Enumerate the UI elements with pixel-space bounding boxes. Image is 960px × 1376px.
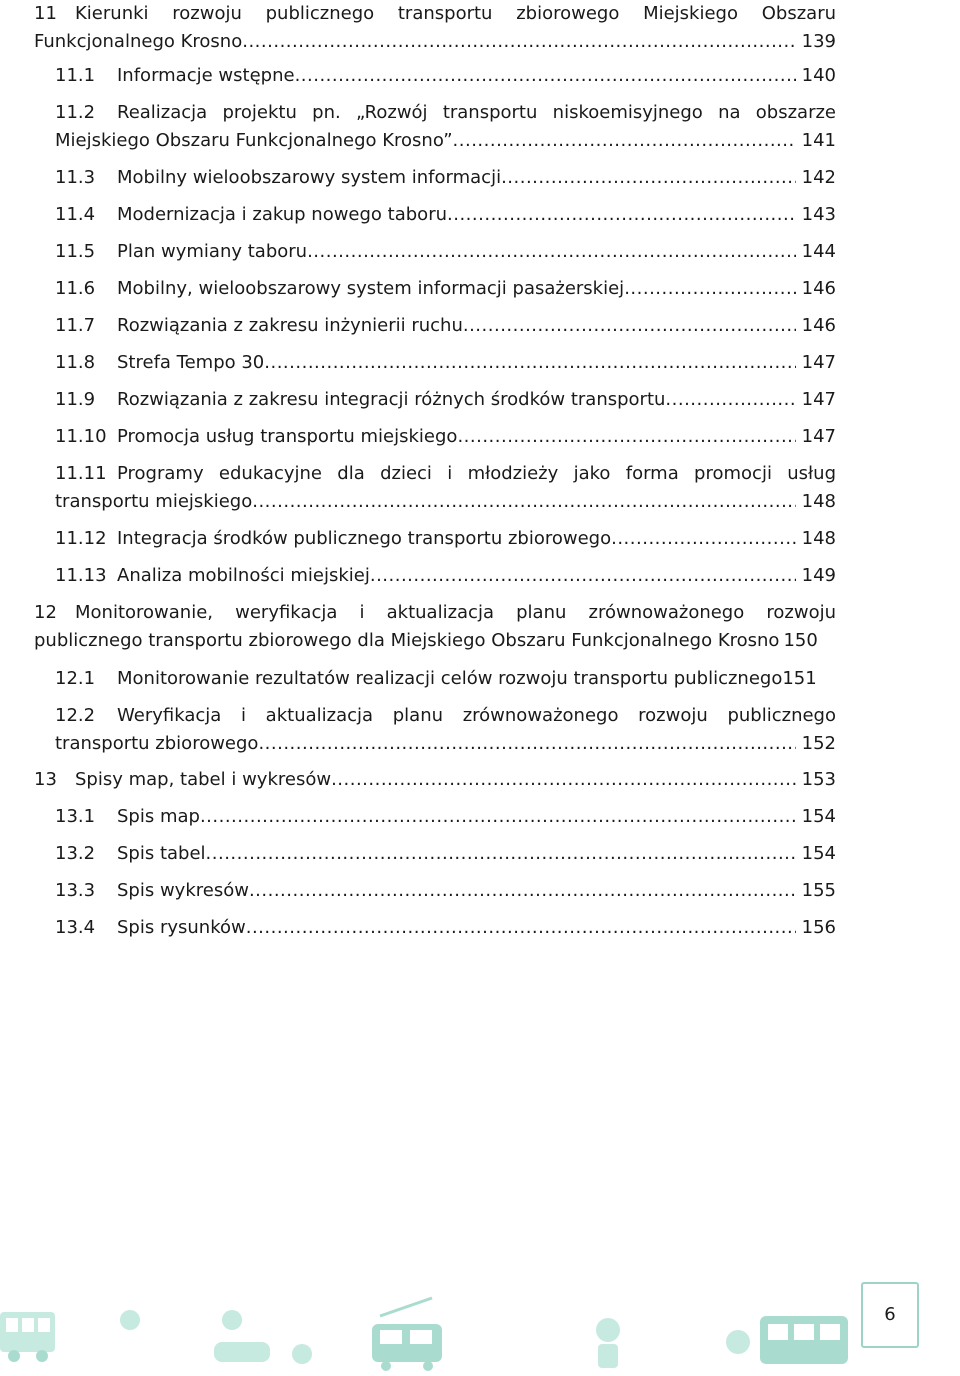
toc-number: 11.9 [55, 389, 96, 410]
toc-entry[interactable] [55, 386, 836, 414]
toc-leader-dots [370, 562, 796, 590]
tram-icon [726, 1316, 848, 1364]
toc-page-number: 155 [801, 880, 836, 901]
bicycle-icon [120, 1310, 140, 1330]
toc-title: Spis wykresów [117, 880, 249, 901]
toc-title-line1: Monitorowanie, weryfikacja i aktualizacja planu zrównoważonego rozwoju [75, 602, 836, 623]
page-number: 6 [861, 1282, 919, 1348]
toc-entry[interactable] [34, 766, 836, 794]
toc-page-number: 148 [801, 491, 836, 512]
toc-number: 11.12 [55, 528, 107, 549]
toc-page-number: 154 [801, 806, 836, 827]
toc-title: Mobilny, wieloobszarowy system informacji pasażerskiej [117, 278, 625, 299]
toc-leader-dots [453, 127, 796, 155]
toc-number: 11.4 [55, 204, 96, 225]
transport-icons-strip [0, 1276, 860, 1376]
toc-leader-dots [200, 803, 796, 831]
toc-leader-dots [611, 525, 796, 553]
toc-page-number: 149 [801, 565, 836, 586]
toc-title: Promocja usług transportu miejskiego [117, 426, 458, 447]
toc-leader-dots [295, 62, 796, 90]
toc-leader-dots [457, 423, 795, 451]
page-footer [0, 1258, 960, 1376]
toc-title-line2: transportu miejskiego [55, 491, 253, 512]
toc-page-number: 146 [801, 278, 836, 299]
toc-entry[interactable] [55, 62, 836, 90]
toc-page-number: 140 [801, 65, 836, 86]
toc-number: 13.1 [55, 806, 96, 827]
toc-entry[interactable] [34, 0, 836, 56]
toc-number: 11.5 [55, 241, 96, 262]
toc-entry[interactable] [55, 275, 836, 303]
toc-leader-dots [246, 914, 796, 942]
toc-number: 12.1 [55, 668, 96, 689]
toc-page-number: 154 [801, 843, 836, 864]
toc-title: Modernizacja i zakup nowego taboru [117, 204, 448, 225]
toc-page-number: 146 [801, 315, 836, 336]
toc-title-line2: Miejskiego Obszaru Funkcjonalnego Krosno” [55, 130, 453, 151]
toc-title: Rozwiązania z zakresu inżynierii ruchu [117, 315, 463, 336]
toc-number: 11.11 [55, 463, 107, 484]
toc-number: 11 [34, 3, 57, 24]
toc-leader-dots [264, 349, 795, 377]
toc-entry[interactable] [55, 562, 836, 590]
toc-title-line2: transportu zbiorowego [55, 733, 259, 754]
toc-page-number: 139 [801, 31, 836, 52]
toc-leader-dots [206, 840, 796, 868]
toc-number: 13 [34, 769, 57, 790]
toc-page-number: 141 [801, 130, 836, 151]
toc-page-number: 142 [801, 167, 836, 188]
toc-entry[interactable] [55, 201, 836, 229]
toc-title: Strefa Tempo 30 [117, 352, 265, 373]
toc-number: 12 [34, 602, 57, 623]
toc-entry[interactable] [55, 803, 836, 831]
toc-title: Spisy map, tabel i wykresów [75, 769, 332, 790]
toc-number: 11.2 [55, 102, 96, 123]
pedestrian-icon [596, 1318, 620, 1368]
toc-page-number: 152 [801, 733, 836, 754]
toc-leader-dots [447, 201, 796, 229]
toc-number: 13.2 [55, 843, 96, 864]
toc-number: 13.4 [55, 917, 96, 938]
toc-entry[interactable] [55, 99, 836, 155]
toc-leader-dots [258, 730, 795, 758]
toc-page-number: 147 [801, 352, 836, 373]
toc-title-line2: publicznego transportu zbiorowego dla Miejskiego Obszaru Funkcjonalnego Krosno [34, 630, 780, 651]
toc-number: 11.7 [55, 315, 96, 336]
toc-number: 13.3 [55, 880, 96, 901]
toc-page-number: 144 [801, 241, 836, 262]
toc-leader-dots [665, 386, 795, 414]
toc-title-line1: Kierunki rozwoju publicznego transportu zbiorowego Miejskiego Obszaru [75, 3, 836, 24]
toc-number: 12.2 [55, 705, 96, 726]
wheelchair-icon [292, 1344, 312, 1364]
toc-number: 11.10 [55, 426, 107, 447]
toc-leader-dots [249, 877, 796, 905]
toc-leader-dots [501, 164, 796, 192]
toc-leader-dots [624, 275, 795, 303]
toc-leader-dots [463, 312, 796, 340]
bus-icon [0, 1312, 55, 1362]
toc-page-number: 150 [783, 630, 818, 651]
toc-entry[interactable] [55, 423, 836, 451]
toc-number: 11.13 [55, 565, 107, 586]
toc-title: Spis tabel [117, 843, 206, 864]
toc-title-line1: Weryfikacja i aktualizacja planu zrównoważonego rozwoju publicznego [117, 705, 836, 726]
toc-leader-dots [252, 488, 795, 516]
toc-number: 11.3 [55, 167, 96, 188]
toc-number: 11.8 [55, 352, 96, 373]
toc-title: Spis map [117, 806, 200, 827]
toc-entry[interactable] [55, 665, 885, 693]
toc-leader-dots [307, 238, 796, 266]
toc-entry[interactable] [55, 914, 836, 942]
toc-entry[interactable] [55, 877, 836, 905]
toc-page-number: 143 [801, 204, 836, 225]
toc-title: Rozwiązania z zakresu integracji różnych środków transportu [117, 389, 666, 410]
toc-entry[interactable] [55, 702, 836, 758]
toc-entry[interactable] [55, 840, 836, 868]
toc-title: Monitorowanie rezultatów realizacji celów rozwoju transportu publicznego [117, 668, 783, 689]
car-icon [214, 1310, 270, 1362]
toc-page-number: 148 [801, 528, 836, 549]
toc-page-number: 147 [801, 426, 836, 447]
toc-leader-dots [242, 28, 795, 56]
toc-title-line1: Realizacja projektu pn. „Rozwój transportu niskoemisyjnego na obszarze [117, 102, 836, 123]
toc-title: Spis rysunków [117, 917, 246, 938]
toc-entry[interactable] [55, 312, 836, 340]
toc-number: 11.6 [55, 278, 96, 299]
train-icon [372, 1298, 442, 1371]
toc-title: Analiza mobilności miejskiej [117, 565, 370, 586]
toc-title-line2: Funkcjonalnego Krosno [34, 31, 243, 52]
toc-page-number: 156 [801, 917, 836, 938]
toc-entry[interactable] [55, 460, 836, 516]
toc-page-number: 147 [801, 389, 836, 410]
toc-entry[interactable] [55, 238, 836, 266]
toc-title-line1: Programy edukacyjne dla dzieci i młodzieży jako forma promocji usług [117, 463, 836, 484]
toc-entry[interactable] [55, 525, 836, 553]
toc-title: Mobilny wieloobszarowy system informacji [117, 167, 502, 188]
toc-leader-dots [331, 766, 796, 794]
toc-entry[interactable] [34, 599, 836, 655]
toc-title: Informacje wstępne [117, 65, 295, 86]
toc-entry[interactable] [55, 164, 836, 192]
toc-title: Integracja środków publicznego transportu zbiorowego [117, 528, 612, 549]
toc-page-number: 153 [801, 769, 836, 790]
toc-title: Plan wymiany taboru [117, 241, 308, 262]
toc-entry[interactable] [55, 349, 836, 377]
toc-page-number: 151 [782, 668, 817, 689]
toc-number: 11.1 [55, 65, 96, 86]
